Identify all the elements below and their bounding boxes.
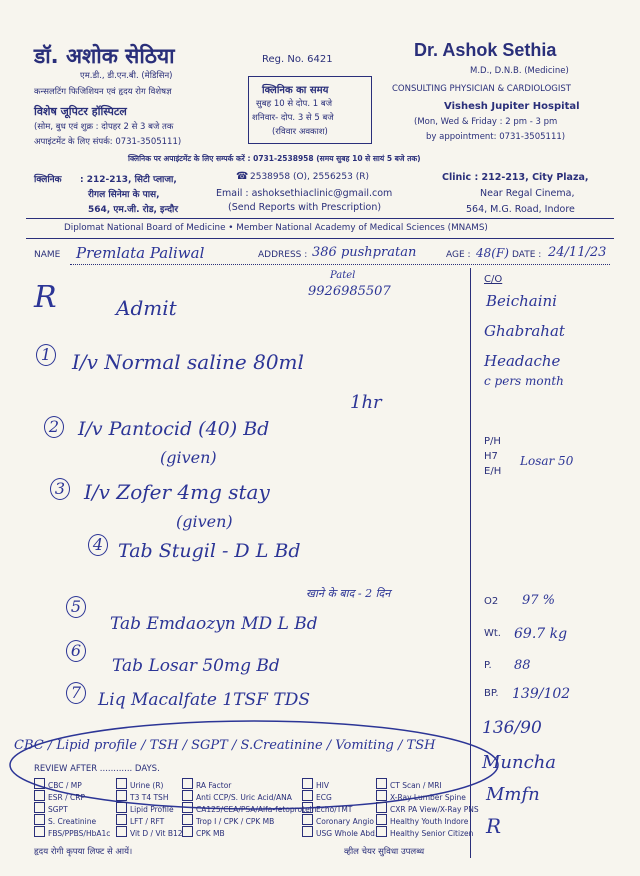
oxygen-saturation: 97 % — [522, 593, 556, 608]
rx-item-1-number: 1 — [36, 344, 56, 366]
rx-item-6-number: 6 — [66, 640, 86, 662]
rx-item-4-line-2: खाने के बाद - 2 दिन — [306, 587, 391, 600]
checkbox-trop[interactable]: Trop I / CPK / CPK MB — [182, 814, 274, 826]
rx-symbol: R — [34, 280, 57, 315]
appointment-hindi: अपाइंटमेंट के लिए संपर्क: 0731-3505111) — [34, 137, 182, 147]
checkbox-cpk-mb[interactable]: CPK MB — [182, 826, 225, 838]
title-english: CONSULTING PHYSICIAN & CARDIOLOGIST — [392, 84, 571, 94]
co-label: C/O — [484, 274, 503, 285]
bp-value-2: 136/90 — [482, 718, 542, 738]
admit-note: Admit — [116, 296, 177, 320]
caller-phone-note: 9926985507 — [308, 284, 391, 299]
complaint-4: c pers month — [484, 374, 564, 388]
date-label: DATE : — [512, 250, 542, 260]
rx-item-2-number: 2 — [44, 416, 64, 438]
rx-item-7-number: 7 — [66, 682, 86, 704]
side-note-1: Muncha — [482, 752, 557, 773]
degree-english: M.D., D.N.B. (Medicine) — [470, 66, 569, 76]
checkbox-lft[interactable]: LFT / RFT — [116, 814, 164, 826]
clinic-address-hindi-2: रीगल सिनेमा के पास, — [88, 190, 160, 200]
clinic-address-hindi-1: : 212-213, सिटी प्लाजा, — [80, 175, 177, 185]
diplomat-line: Diplomat National Board of Medicine • Member National Academy of Medical Sciences (MNAMS) — [64, 223, 488, 233]
checkbox-cxr[interactable]: CXR PA View/X-Ray PNS — [376, 802, 479, 814]
patient-name: Premlata Paliwal — [76, 244, 205, 262]
clinic-address-hindi-3: 564, एम.जी. रोड, इन्दौर — [88, 205, 179, 215]
checkbox-fbs[interactable]: FBS/PPBS/HbA1c — [34, 826, 110, 838]
checkbox-tumor-markers[interactable]: CA125/CEA/PSA/Alfa-fetoprotein — [182, 802, 317, 814]
clinic-timing-line-1: सुबह 10 से दोप. 1 बजे — [256, 99, 332, 109]
complaint-2: Ghabrahat — [484, 322, 565, 340]
name-label: NAME — [34, 250, 61, 260]
diplomat-top-rule — [26, 218, 614, 219]
rx-item-6-line-1: Tab Losar 50mg Bd — [112, 656, 280, 676]
rx-item-3-line-2: (given) — [176, 512, 233, 531]
rx-item-2-line-2: (given) — [160, 448, 217, 467]
checkbox-xray-spine[interactable]: X-Ray Lumber Spine — [376, 790, 466, 802]
checkbox-ecg[interactable]: ECG — [302, 790, 332, 802]
weight-value: 69.7 kg — [514, 626, 568, 642]
appointment-english: by appointment: 0731-3505111) — [426, 132, 566, 142]
degree-hindi: एम.डी., डी.एन.बी. (मेडिसिन) — [80, 71, 173, 81]
days-hindi: (सोम, बुध एवं शुक्र : दोपहर 2 से 3 बजे तक — [34, 122, 174, 132]
rx-item-5-line-1: Tab Emdaozyn MD L Bd — [110, 614, 318, 634]
send-reports-note: (Send Reports with Prescription) — [228, 202, 382, 213]
rx-item-5-number: 5 — [66, 596, 86, 618]
bp-label: BP. — [484, 688, 499, 699]
weight-label: Wt. — [484, 628, 501, 639]
doctor-name-english: Dr. Ashok Sethia — [414, 40, 557, 60]
checkbox-healthy-senior[interactable]: Healthy Senior Citizen — [376, 826, 473, 838]
checkbox-sgpt[interactable]: SGPT — [34, 802, 68, 814]
checkbox-vitamins[interactable]: Vit D / Vit B12 — [116, 826, 183, 838]
checkbox-echo[interactable]: Echo/TMT — [302, 802, 352, 814]
caller-name-note: Patel — [330, 270, 356, 281]
complaint-3: Headache — [484, 352, 561, 370]
hospital-hindi: विशेष जूपिटर हॉस्पिटल — [34, 105, 127, 118]
diplomat-bottom-rule — [26, 238, 614, 239]
email-address: Email : ashoksethiaclinic@gmail.com — [216, 188, 393, 199]
rx-item-1-line-1: I/v Normal saline 80ml — [72, 350, 304, 374]
checkbox-esr[interactable]: ESR / CRP — [34, 790, 85, 802]
checkbox-hiv[interactable]: HIV — [302, 778, 329, 790]
rx-item-4-number: 4 — [88, 534, 108, 556]
rx-item-4-line-1: Tab Stugil - D L Bd — [118, 540, 301, 562]
past-history-label: P/H — [484, 436, 501, 447]
checkbox-lipid[interactable]: Lipid Profile — [116, 802, 174, 814]
days-english: (Mon, Wed & Friday : 2 pm - 3 pm — [414, 117, 558, 127]
examination-label: E/H — [484, 466, 502, 477]
oxygen-label: O2 — [484, 596, 499, 607]
footer-wheelchair-note: व्हील चेयर सुविधा उपलब्ध — [344, 847, 425, 857]
clinic-timing-line-2: शनिवार- दोप. 3 से 5 बजे — [252, 113, 334, 123]
clinic-label-hindi: क्लिनिक — [34, 175, 62, 185]
checkbox-cbc[interactable]: CBC / MP — [34, 778, 82, 790]
rx-item-3-line-1: I/v Zofer 4mg stay — [84, 480, 270, 504]
phone-numbers: 2538958 (O), 2556253 (R) — [250, 172, 369, 182]
clinic-address-english-2: Near Regal Cinema, — [480, 188, 575, 199]
patient-row-dotted-line — [70, 264, 610, 265]
hypertension-medication: Losar 50 — [520, 454, 574, 468]
clinic-timing-title: क्लिनिक का समय — [262, 85, 329, 96]
rx-item-7-line-1: Liq Macalfate 1TSF TDS — [98, 690, 310, 710]
address-label: ADDRESS : — [258, 250, 308, 260]
clinic-timing-line-3: (रविवार अवकाश) — [272, 127, 328, 137]
checkbox-urine[interactable]: Urine (R) — [116, 778, 163, 790]
complaint-1: Beichaini — [486, 292, 557, 310]
side-note-2: Mmfn — [486, 784, 540, 805]
pulse-label: P. — [484, 660, 492, 671]
registration-number: Reg. No. 6421 — [262, 54, 333, 65]
pulse-value: 88 — [514, 658, 531, 673]
investigations-note: CBC / Lipid profile / TSH / SGPT / S.Creatinine / Vomiting / TSH — [14, 738, 436, 753]
checkbox-thyroid[interactable]: T3 T4 TSH — [116, 790, 168, 802]
bp-value-1: 139/102 — [512, 686, 571, 702]
checkbox-healthy-youth[interactable]: Healthy Youth Indore — [376, 814, 468, 826]
rx-item-3-number: 3 — [50, 478, 70, 500]
prescription-date: 24/11/23 — [548, 245, 607, 260]
clinic-address-english-1: Clinic : 212-213, City Plaza, — [442, 172, 589, 183]
footer-lift-note: हृदय रोगी कृपया लिफ्ट से आयें। — [34, 847, 133, 857]
patient-address: 386 pushpratan — [312, 245, 417, 260]
patient-age: 48(F) — [476, 246, 509, 260]
phone-icon: ☎ — [236, 171, 249, 182]
hospital-english: Vishesh Jupiter Hospital — [444, 101, 580, 112]
checkbox-anti-ccp[interactable]: Anti CCP/S. Uric Acid/ANA — [182, 790, 292, 802]
review-after-label: REVIEW AFTER ............ DAYS. — [34, 764, 160, 774]
checkbox-creatinine[interactable]: S. Creatinine — [34, 814, 96, 826]
hypertension-label: H7 — [484, 451, 498, 462]
checkbox-angio[interactable]: Coronary Angio — [302, 814, 374, 826]
rx-item-1-line-2: 1hr — [350, 392, 382, 413]
age-label: AGE : — [446, 250, 471, 260]
checkbox-ra-factor[interactable]: RA Factor — [182, 778, 231, 790]
clinic-contact-hindi: क्लिनिक पर अपाइंटमेंट के लिए सम्पर्क करें : 0731-2538958 (समय सुबह 10 से सायं 5 बजे तक) — [128, 154, 421, 163]
clinic-address-english-3: 564, M.G. Road, Indore — [466, 204, 575, 215]
checkbox-usg[interactable]: USG Whole Abd. — [302, 826, 377, 838]
doctor-name-hindi: डॉ. अशोक सेठिया — [34, 44, 175, 68]
rx-item-2-line-1: I/v Pantocid (40) Bd — [78, 418, 270, 440]
checkbox-ct-mri[interactable]: CT Scan / MRI — [376, 778, 442, 790]
title-hindi: कन्सलटिंग फिजिशियन एवं हृदय रोग विशेषज्ञ — [34, 87, 172, 97]
side-note-3: R — [486, 814, 502, 838]
